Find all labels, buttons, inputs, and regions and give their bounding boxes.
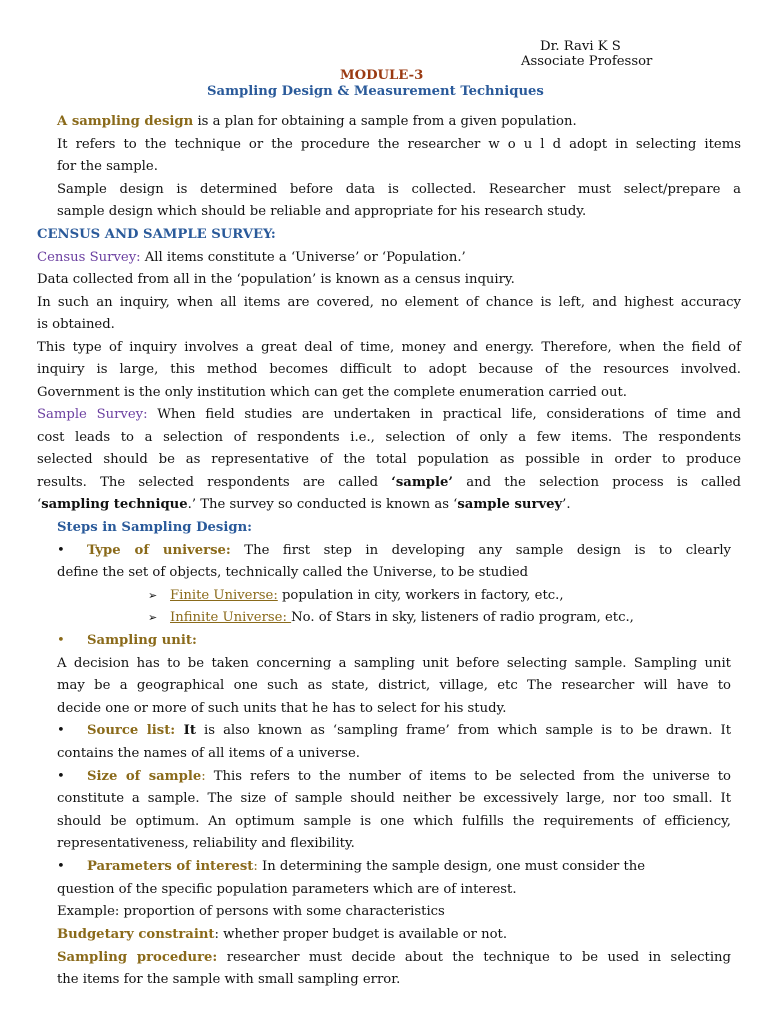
size-of-sample-term: Size of sample bbox=[87, 769, 202, 784]
arrow-bullet-icon: ➢ bbox=[148, 611, 158, 624]
bullet-icon: • bbox=[57, 769, 65, 784]
step-unit-line-1: A decision has to be taken concerning a sampling unit before selecting sample. Sampling unit bbox=[57, 656, 731, 671]
type-of-universe-term: Type of universe: bbox=[87, 543, 231, 558]
step-unit-line-2: may be a geographical one such as state, district, village, etc The researcher will have to bbox=[57, 678, 731, 693]
module-label: MODULE-3 bbox=[340, 68, 424, 83]
intro-line-3: for the sample. bbox=[57, 159, 158, 174]
step-source-line-2: contains the names of all items of a universe. bbox=[57, 746, 360, 761]
procedure-line-2: the items for the sample with small sampling error. bbox=[57, 972, 401, 987]
sample-line-3: selected should be as representative of the total population as possible in order to produce bbox=[37, 452, 741, 467]
step-universe-line-2: define the set of objects, technically called the Universe, to be studied bbox=[57, 565, 529, 580]
example-line: Example: proportion of persons with some characteristics bbox=[57, 904, 445, 919]
bullet-icon: • bbox=[57, 633, 65, 648]
sampling-unit-term: Sampling unit: bbox=[87, 633, 197, 648]
intro-line-2: It refers to the technique or the procedure the researcher w o u l d adopt in selecting items bbox=[57, 137, 741, 152]
step-source-line-1: • Source list: It is also known as ‘sampling frame’ from which sample is to be drawn. It bbox=[57, 723, 731, 738]
infinite-universe-term: Infinite Universe: bbox=[170, 610, 292, 625]
census-heading: CENSUS AND SAMPLE SURVEY: bbox=[37, 227, 276, 242]
procedure-line-1: Sampling procedure: researcher must decide about the technique to be used in selecting bbox=[57, 950, 731, 965]
sampling-design-term: A sampling design bbox=[57, 114, 194, 129]
steps-heading: Steps in Sampling Design: bbox=[57, 520, 253, 535]
step-param-line-1: • Parameters of interest: In determining the sample design, one must consider the bbox=[57, 859, 646, 874]
step-size-line-3: should be optimum. An optimum sample is one which fulfills the requirements of efficiency, bbox=[57, 814, 731, 829]
sample-survey-term: Sample Survey: bbox=[37, 407, 148, 422]
bullet-icon: • bbox=[57, 859, 65, 874]
finite-universe-item: ➢ Finite Universe: population in city, workers in factory, etc., bbox=[148, 588, 564, 603]
census-line-7: Government is the only institution which can get the complete enumeration carried out. bbox=[37, 385, 627, 400]
step-size-line-2: constitute a sample. The size of sample should neither be excessively large, nor too small. It bbox=[57, 791, 731, 806]
page-title: Sampling Design & Measurement Techniques bbox=[207, 84, 544, 99]
budget-line: Budgetary constraint: whether proper budget is available or not. bbox=[57, 927, 508, 942]
author-designation: Associate Professor bbox=[521, 54, 653, 69]
step-unit-line-3: decide one or more of such units that he has to select for his study. bbox=[57, 701, 507, 716]
step-size-line-1: • Size of sample: This refers to the number of items to be selected from the universe to bbox=[57, 769, 731, 784]
bullet-icon: • bbox=[57, 723, 65, 738]
author-name: Dr. Ravi K S bbox=[540, 39, 621, 54]
sample-line-4: results. The selected respondents are called ‘sample’ and the selection process is called bbox=[37, 475, 741, 490]
census-line-4: is obtained. bbox=[37, 317, 115, 332]
source-list-term: Source list: bbox=[87, 723, 176, 738]
parameters-of-interest-term: Parameters of interest bbox=[87, 859, 254, 874]
intro-line-1: A sampling design is a plan for obtaining a sample from a given population. bbox=[57, 114, 577, 129]
sample-line-5: ‘sampling technique.’ The survey so conducted is known as ‘sample survey’. bbox=[37, 497, 571, 512]
intro-line-5: sample design which should be reliable and appropriate for his research study. bbox=[57, 204, 587, 219]
census-line-5: This type of inquiry involves a great deal of time, money and energy. Therefore, when the field of bbox=[37, 340, 741, 355]
finite-universe-term: Finite Universe: bbox=[170, 588, 278, 603]
bullet-icon: • bbox=[57, 543, 65, 558]
census-survey-term: Census Survey: bbox=[37, 250, 141, 265]
sample-line-2: cost leads to a selection of respondents i.e., selection of only a few items. The respondents bbox=[37, 430, 741, 445]
sampling-procedure-term: Sampling procedure: bbox=[57, 950, 218, 965]
census-line-2: Data collected from all in the ‘population’ is known as a census inquiry. bbox=[37, 272, 515, 287]
step-universe-line-1: • Type of universe: The first step in developing any sample design is to clearly bbox=[57, 543, 731, 558]
arrow-bullet-icon: ➢ bbox=[148, 589, 158, 602]
step-param-line-2: question of the specific population parameters which are of interest. bbox=[57, 882, 517, 897]
infinite-universe-item: ➢ Infinite Universe: No. of Stars in sky, listeners of radio program, etc., bbox=[148, 610, 634, 625]
census-line-6: inquiry is large, this method becomes difficult to adopt because of the resources involved. bbox=[37, 362, 741, 377]
intro-line-4: Sample design is determined before data is collected. Researcher must select/prepare a bbox=[57, 182, 741, 197]
step-unit-heading bbox=[57, 632, 197, 650]
budgetary-constraint-term: Budgetary constraint bbox=[57, 927, 215, 942]
census-line-3: In such an inquiry, when all items are covered, no element of chance is left, and highest accuracy bbox=[37, 295, 741, 310]
step-size-line-4: representativeness, reliability and flexibility. bbox=[57, 836, 355, 851]
sample-line-1: Sample Survey: When field studies are undertaken in practical life, considerations of time and bbox=[37, 407, 741, 422]
census-line-1: Census Survey: All items constitute a ‘Universe’ or ‘Population.’ bbox=[37, 250, 466, 265]
